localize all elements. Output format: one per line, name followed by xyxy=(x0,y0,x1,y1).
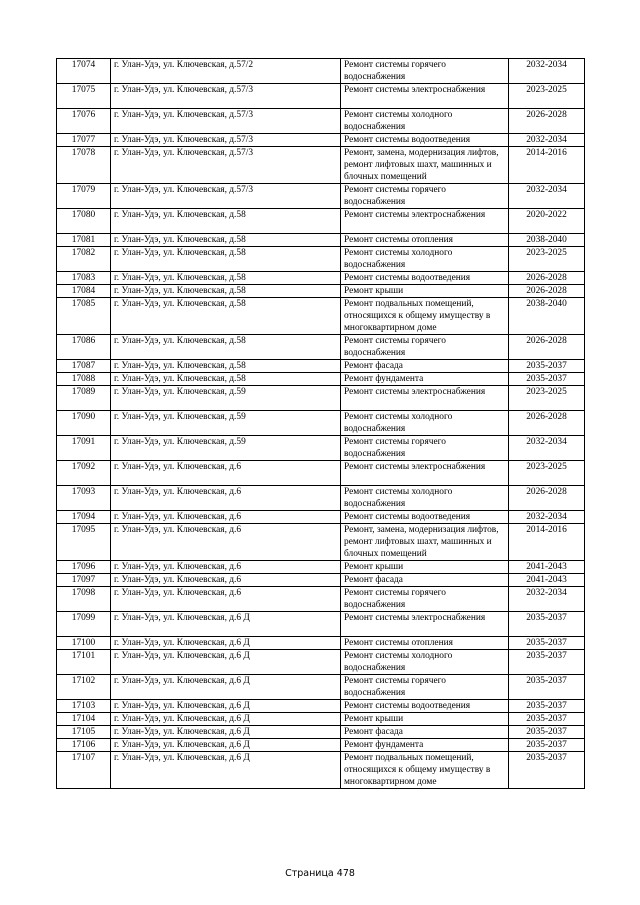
row-address: г. Улан-Удэ, ул. Ключевская, д.58 xyxy=(111,335,341,360)
row-address: г. Улан-Удэ, ул. Ключевская, д.59 xyxy=(111,386,341,411)
row-number: 17085 xyxy=(57,298,111,335)
row-work-type: Ремонт системы электроснабжения xyxy=(341,386,509,411)
row-period: 2032-2034 xyxy=(509,134,585,147)
table-row xyxy=(57,386,585,411)
row-work-type: Ремонт крыши xyxy=(341,713,509,726)
row-work-type: Ремонт фасада xyxy=(341,574,509,587)
table-row xyxy=(57,486,585,511)
row-work-type: Ремонт системы холодного водоснабжения xyxy=(341,247,509,272)
row-period: 2014-2016 xyxy=(509,147,585,184)
row-period: 2035-2037 xyxy=(509,373,585,386)
row-work-type: Ремонт системы электроснабжения xyxy=(341,84,509,109)
row-number: 17082 xyxy=(57,247,111,272)
row-address: г. Улан-Удэ, ул. Ключевская, д.57/3 xyxy=(111,84,341,109)
row-address: г. Улан-Удэ, ул. Ключевская, д.58 xyxy=(111,209,341,234)
row-number: 17102 xyxy=(57,675,111,700)
row-address: г. Улан-Удэ, ул. Ключевская, д.6 xyxy=(111,511,341,524)
row-address: г. Улан-Удэ, ул. Ключевская, д.58 xyxy=(111,373,341,386)
row-number: 17099 xyxy=(57,612,111,637)
row-period: 2035-2037 xyxy=(509,637,585,650)
row-work-type: Ремонт системы горячего водоснабжения xyxy=(341,59,509,84)
table-row xyxy=(57,524,585,561)
row-period: 2041-2043 xyxy=(509,561,585,574)
table-row xyxy=(57,209,585,234)
row-period: 2032-2034 xyxy=(509,511,585,524)
row-address: г. Улан-Удэ, ул. Ключевская, д.59 xyxy=(111,411,341,436)
table-row xyxy=(57,373,585,386)
row-work-type: Ремонт фасада xyxy=(341,360,509,373)
table-row xyxy=(57,752,585,789)
row-address: г. Улан-Удэ, ул. Ключевская, д.6 xyxy=(111,587,341,612)
table-row xyxy=(57,335,585,360)
row-number: 17103 xyxy=(57,700,111,713)
table-row xyxy=(57,637,585,650)
row-period: 2038-2040 xyxy=(509,298,585,335)
row-address: г. Улан-Удэ, ул. Ключевская, д.58 xyxy=(111,247,341,272)
row-address: г. Улан-Удэ, ул. Ключевская, д.58 xyxy=(111,285,341,298)
row-period: 2023-2025 xyxy=(509,247,585,272)
row-address: г. Улан-Удэ, ул. Ключевская, д.57/3 xyxy=(111,134,341,147)
row-work-type: Ремонт крыши xyxy=(341,285,509,298)
table-row xyxy=(57,574,585,587)
row-work-type: Ремонт системы горячего водоснабжения xyxy=(341,184,509,209)
row-work-type: Ремонт, замена, модернизация лифтов, ремонт лифтовых шахт, машинных и блочных помещений xyxy=(341,147,509,184)
row-period: 2023-2025 xyxy=(509,386,585,411)
row-work-type: Ремонт подвальных помещений, относящихся к общему имуществу в многоквартирном доме xyxy=(341,298,509,335)
row-period: 2026-2028 xyxy=(509,109,585,134)
row-period: 2023-2025 xyxy=(509,461,585,486)
row-period: 2035-2037 xyxy=(509,739,585,752)
row-work-type: Ремонт системы холодного водоснабжения xyxy=(341,650,509,675)
row-period: 2026-2028 xyxy=(509,486,585,511)
row-work-type: Ремонт фундамента xyxy=(341,373,509,386)
table-row xyxy=(57,184,585,209)
row-period: 2026-2028 xyxy=(509,335,585,360)
row-number: 17088 xyxy=(57,373,111,386)
row-period: 2038-2040 xyxy=(509,234,585,247)
row-number: 17089 xyxy=(57,386,111,411)
row-number: 17090 xyxy=(57,411,111,436)
row-address: г. Улан-Удэ, ул. Ключевская, д.57/3 xyxy=(111,109,341,134)
row-work-type: Ремонт системы холодного водоснабжения xyxy=(341,486,509,511)
table-row xyxy=(57,511,585,524)
row-period: 2032-2034 xyxy=(509,59,585,84)
row-period: 2014-2016 xyxy=(509,524,585,561)
table-row xyxy=(57,587,585,612)
table-body xyxy=(57,59,585,789)
row-number: 17083 xyxy=(57,272,111,285)
row-number: 17106 xyxy=(57,739,111,752)
table-row xyxy=(57,134,585,147)
row-number: 17092 xyxy=(57,461,111,486)
row-address: г. Улан-Удэ, ул. Ключевская, д.57/2 xyxy=(111,59,341,84)
row-work-type: Ремонт системы холодного водоснабжения xyxy=(341,411,509,436)
row-address: г. Улан-Удэ, ул. Ключевская, д.6 Д xyxy=(111,700,341,713)
row-number: 17074 xyxy=(57,59,111,84)
row-period: 2035-2037 xyxy=(509,726,585,739)
table-row xyxy=(57,650,585,675)
row-number: 17077 xyxy=(57,134,111,147)
row-address: г. Улан-Удэ, ул. Ключевская, д.6 Д xyxy=(111,726,341,739)
row-number: 17100 xyxy=(57,637,111,650)
row-number: 17078 xyxy=(57,147,111,184)
row-work-type: Ремонт системы водоотведения xyxy=(341,511,509,524)
row-period: 2035-2037 xyxy=(509,675,585,700)
row-number: 17084 xyxy=(57,285,111,298)
row-address: г. Улан-Удэ, ул. Ключевская, д.6 Д xyxy=(111,675,341,700)
table-row xyxy=(57,612,585,637)
row-address: г. Улан-Удэ, ул. Ключевская, д.58 xyxy=(111,298,341,335)
row-work-type: Ремонт подвальных помещений, относящихся к общему имуществу в многоквартирном доме xyxy=(341,752,509,789)
row-number: 17079 xyxy=(57,184,111,209)
table-row xyxy=(57,675,585,700)
row-work-type: Ремонт системы водоотведения xyxy=(341,700,509,713)
row-address: г. Улан-Удэ, ул. Ключевская, д.6 xyxy=(111,561,341,574)
row-work-type: Ремонт системы электроснабжения xyxy=(341,461,509,486)
row-number: 17104 xyxy=(57,713,111,726)
row-number: 17076 xyxy=(57,109,111,134)
row-address: г. Улан-Удэ, ул. Ключевская, д.6 Д xyxy=(111,650,341,675)
table-row xyxy=(57,561,585,574)
row-work-type: Ремонт системы электроснабжения xyxy=(341,612,509,637)
table-row xyxy=(57,700,585,713)
table-row xyxy=(57,360,585,373)
row-work-type: Ремонт системы водоотведения xyxy=(341,272,509,285)
row-address: г. Улан-Удэ, ул. Ключевская, д.6 Д xyxy=(111,739,341,752)
row-work-type: Ремонт фасада xyxy=(341,726,509,739)
table-row xyxy=(57,726,585,739)
table-row xyxy=(57,84,585,109)
row-period: 2032-2034 xyxy=(509,184,585,209)
row-work-type: Ремонт системы горячего водоснабжения xyxy=(341,335,509,360)
row-address: г. Улан-Удэ, ул. Ключевская, д.57/3 xyxy=(111,184,341,209)
row-number: 17093 xyxy=(57,486,111,511)
row-number: 17080 xyxy=(57,209,111,234)
table-row xyxy=(57,436,585,461)
row-number: 17101 xyxy=(57,650,111,675)
repair-schedule-table xyxy=(56,58,585,789)
row-address: г. Улан-Удэ, ул. Ключевская, д.6 Д xyxy=(111,713,341,726)
row-work-type: Ремонт крыши xyxy=(341,561,509,574)
table-row xyxy=(57,109,585,134)
row-number: 17105 xyxy=(57,726,111,739)
row-work-type: Ремонт системы отопления xyxy=(341,637,509,650)
row-number: 17081 xyxy=(57,234,111,247)
row-period: 2035-2037 xyxy=(509,612,585,637)
row-address: г. Улан-Удэ, ул. Ключевская, д.6 Д xyxy=(111,752,341,789)
row-period: 2041-2043 xyxy=(509,574,585,587)
row-work-type: Ремонт, замена, модернизация лифтов, ремонт лифтовых шахт, машинных и блочных помещений xyxy=(341,524,509,561)
row-number: 17107 xyxy=(57,752,111,789)
row-period: 2035-2037 xyxy=(509,752,585,789)
row-address: г. Улан-Удэ, ул. Ключевская, д.6 Д xyxy=(111,637,341,650)
row-number: 17086 xyxy=(57,335,111,360)
row-period: 2035-2037 xyxy=(509,700,585,713)
row-address: г. Улан-Удэ, ул. Ключевская, д.6 Д xyxy=(111,612,341,637)
row-number: 17096 xyxy=(57,561,111,574)
table-row xyxy=(57,739,585,752)
row-number: 17087 xyxy=(57,360,111,373)
row-address: г. Улан-Удэ, ул. Ключевская, д.6 xyxy=(111,524,341,561)
row-address: г. Улан-Удэ, ул. Ключевская, д.6 xyxy=(111,574,341,587)
row-work-type: Ремонт системы горячего водоснабжения xyxy=(341,675,509,700)
row-address: г. Улан-Удэ, ул. Ключевская, д.6 xyxy=(111,486,341,511)
row-work-type: Ремонт системы горячего водоснабжения xyxy=(341,587,509,612)
table-row xyxy=(57,272,585,285)
row-work-type: Ремонт системы отопления xyxy=(341,234,509,247)
row-address: г. Улан-Удэ, ул. Ключевская, д.58 xyxy=(111,234,341,247)
page-number: Страница 478 xyxy=(285,868,355,879)
row-work-type: Ремонт системы водоотведения xyxy=(341,134,509,147)
table-row xyxy=(57,234,585,247)
table-row xyxy=(57,298,585,335)
row-period: 2035-2037 xyxy=(509,713,585,726)
row-address: г. Улан-Удэ, ул. Ключевская, д.58 xyxy=(111,272,341,285)
row-number: 17094 xyxy=(57,511,111,524)
row-number: 17098 xyxy=(57,587,111,612)
row-number: 17091 xyxy=(57,436,111,461)
table-row xyxy=(57,285,585,298)
table-row xyxy=(57,411,585,436)
table-row xyxy=(57,59,585,84)
row-period: 2026-2028 xyxy=(509,272,585,285)
row-address: г. Улан-Удэ, ул. Ключевская, д.6 xyxy=(111,461,341,486)
row-period: 2035-2037 xyxy=(509,360,585,373)
row-work-type: Ремонт системы электроснабжения xyxy=(341,209,509,234)
table-row xyxy=(57,461,585,486)
row-period: 2035-2037 xyxy=(509,650,585,675)
row-number: 17075 xyxy=(57,84,111,109)
row-address: г. Улан-Удэ, ул. Ключевская, д.57/3 xyxy=(111,147,341,184)
row-work-type: Ремонт системы горячего водоснабжения xyxy=(341,436,509,461)
row-period: 2032-2034 xyxy=(509,436,585,461)
table-row xyxy=(57,247,585,272)
row-period: 2032-2034 xyxy=(509,587,585,612)
row-number: 17095 xyxy=(57,524,111,561)
row-number: 17097 xyxy=(57,574,111,587)
row-work-type: Ремонт фундамента xyxy=(341,739,509,752)
row-address: г. Улан-Удэ, ул. Ключевская, д.58 xyxy=(111,360,341,373)
row-period: 2026-2028 xyxy=(509,411,585,436)
row-period: 2026-2028 xyxy=(509,285,585,298)
row-period: 2023-2025 xyxy=(509,84,585,109)
table-row xyxy=(57,713,585,726)
document-page xyxy=(56,58,584,789)
table-row xyxy=(57,147,585,184)
row-period: 2020-2022 xyxy=(509,209,585,234)
row-work-type: Ремонт системы холодного водоснабжения xyxy=(341,109,509,134)
row-address: г. Улан-Удэ, ул. Ключевская, д.59 xyxy=(111,436,341,461)
